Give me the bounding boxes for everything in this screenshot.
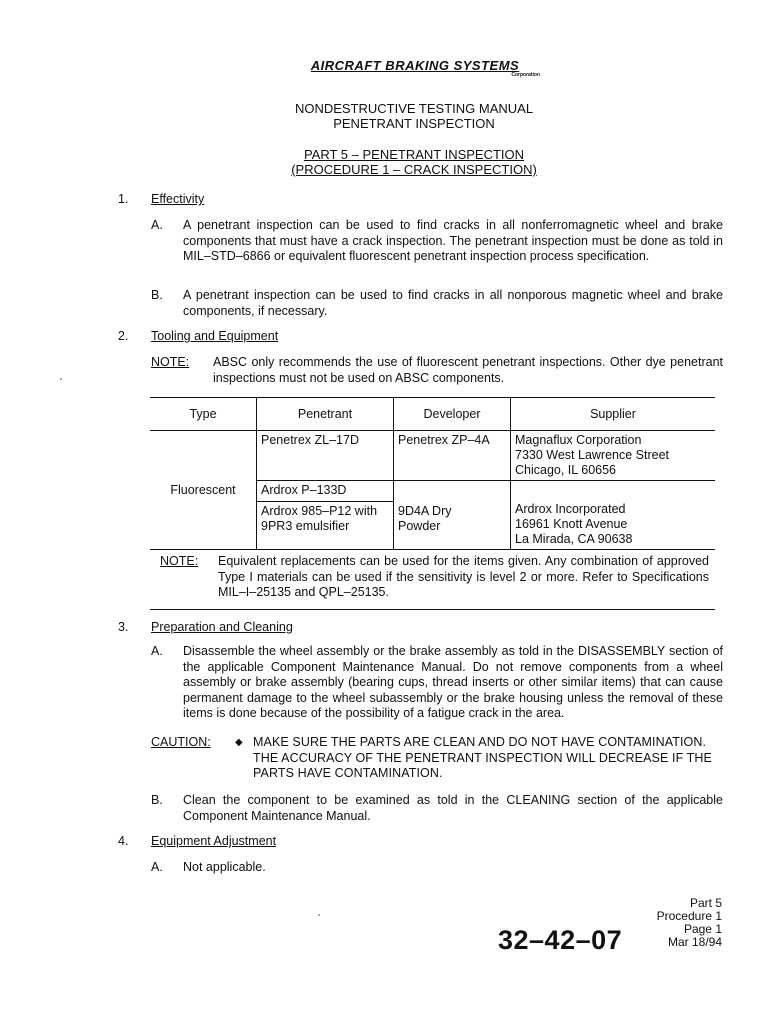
cell-developer-3 xyxy=(394,502,511,550)
part-title: PART 5 – PENETRANT INSPECTION xyxy=(303,147,525,162)
section-1a-letter: A. xyxy=(151,218,163,232)
supplier-2-line-2: 16961 Knott Avenue xyxy=(515,517,628,531)
section-1-heading: Effectivity xyxy=(151,192,205,206)
col-header-supplier: Supplier xyxy=(511,398,716,431)
section-3a-letter: A. xyxy=(151,644,163,658)
section-3b-letter: B. xyxy=(151,793,163,807)
supplier-1-line-1: Magnaflux Corporation xyxy=(515,433,642,447)
manual-subtitle: PENETRANT INSPECTION xyxy=(333,116,495,131)
section-4a-letter: A. xyxy=(151,860,163,874)
section-2-note-label: NOTE: xyxy=(151,355,190,369)
logo-main-text: AIRCRAFT BRAKING SYSTEMS xyxy=(310,58,520,73)
table-note-row xyxy=(150,550,715,610)
table-note-label: NOTE: xyxy=(160,554,199,568)
supplier-2-line-1: Ardrox Incorporated xyxy=(515,502,626,516)
cell-supplier-1 xyxy=(511,431,716,481)
document-number: 32–42–07 xyxy=(498,925,623,955)
col-header-penetrant: Penetrant xyxy=(257,398,394,431)
section-4a-text: Not applicable. xyxy=(183,860,266,874)
caution-label: CAUTION: xyxy=(151,735,211,749)
col-header-type: Type xyxy=(189,407,217,421)
cell-penetrant-2: Ardrox P–133D xyxy=(257,481,394,502)
supplier-2-line-3: La Mirada, CA 90638 xyxy=(515,532,633,546)
scan-speck xyxy=(318,914,320,916)
col-header-developer: Developer xyxy=(394,398,511,431)
table-note xyxy=(160,554,709,601)
section-1-number: 1. xyxy=(118,192,129,206)
section-4-heading: Equipment Adjustment xyxy=(151,834,277,848)
cell-penetrant-3 xyxy=(257,502,394,550)
developer-3-line-2: Powder xyxy=(398,518,441,533)
section-4-number: 4. xyxy=(118,834,129,848)
table-header-row xyxy=(150,398,715,431)
caution-text: MAKE SURE THE PARTS ARE CLEAN AND DO NOT HAVE CONTAMINATION. THE ACCURACY OF THE PENETRANT INSPECTION WILL DECREASE IF THE PARTS HAVE CONTAMINATION. xyxy=(253,735,712,780)
section-2-number: 2. xyxy=(118,329,129,343)
logo-sub-text: Corporation xyxy=(511,72,540,78)
table-row xyxy=(150,431,715,481)
cell-penetrant-1: Penetrex ZL–17D xyxy=(257,431,394,481)
caution-bullet-icon: ◆ xyxy=(235,737,243,748)
developer-3-line-1: 9D4A Dry xyxy=(398,503,452,518)
cell-type-fluorescent: Fluorescent xyxy=(150,431,257,550)
manual-title: NONDESTRUCTIVE TESTING MANUAL xyxy=(294,101,534,116)
section-1b-letter: B. xyxy=(151,288,163,302)
penetrant-3-line-1: Ardrox 985–P12 with xyxy=(261,504,378,519)
company-logo xyxy=(290,58,540,78)
section-1b-text: A penetrant inspection can be used to find cracks in all nonporous magnetic wheel and brake components, if necessary. xyxy=(183,288,723,318)
section-3b-text: Clean the component to be examined as told in the CLEANING section of the applicable Component Maintenance Manual. xyxy=(183,793,723,823)
section-2-note-text: ABSC only recommends the use of fluorescent penetrant inspections. Other dye penetrant inspections must not be used on ABSC components. xyxy=(213,355,723,385)
table-note-cell xyxy=(150,550,715,610)
cell-supplier-2 xyxy=(511,481,716,550)
footer-procedure: Procedure 1 xyxy=(656,909,722,923)
section-3a-text: Disassemble the wheel assembly or the brake assembly as told in the DISASSEMBLY section of the applicable Component Maintenance Manual. Do not remove components from a wheel assembly or brake assembly (bearing cups, thread inserts or other similar items) that can cause permanent damage to the wheel subassembly or the brake housing unless the removal of these items is done because of the possibility of a fatigue crack in the area. xyxy=(183,644,723,720)
section-3-heading: Preparation and Cleaning xyxy=(151,620,293,634)
supplier-1-line-2: 7330 West Lawrence Street xyxy=(515,448,670,462)
scan-speck xyxy=(60,378,62,380)
footer-date: Mar 18/94 xyxy=(667,935,722,949)
table-note-text: Equivalent replacements can be used for the items given. Any combination of approved Type I materials can be used if the sensitivity is level 2 or more. Refer to Specifications MIL–I–25135 and QPL–25135. xyxy=(218,554,709,599)
penetrant-3-line-2: 9PR3 emulsifier xyxy=(261,519,350,534)
footer-page: Page 1 xyxy=(683,922,722,936)
supplier-table xyxy=(150,397,715,610)
section-3-number: 3. xyxy=(118,620,129,634)
cell-developer-2 xyxy=(394,481,511,502)
cell-developer-1: Penetrex ZP–4A xyxy=(394,431,511,481)
procedure-title: (PROCEDURE 1 – CRACK INSPECTION) xyxy=(291,162,537,177)
section-2-heading: Tooling and Equipment xyxy=(151,329,279,343)
footer-part: Part 5 xyxy=(689,896,722,910)
supplier-1-line-3: Chicago, IL 60656 xyxy=(515,463,617,477)
section-1a-text: A penetrant inspection can be used to find cracks in all nonferromagnetic wheel and brake components that must have a crack inspection. The penetrant inspection must be done as told in MIL–STD–6866 or equivalent fluorescent penetrant inspection process specification. xyxy=(183,218,723,263)
